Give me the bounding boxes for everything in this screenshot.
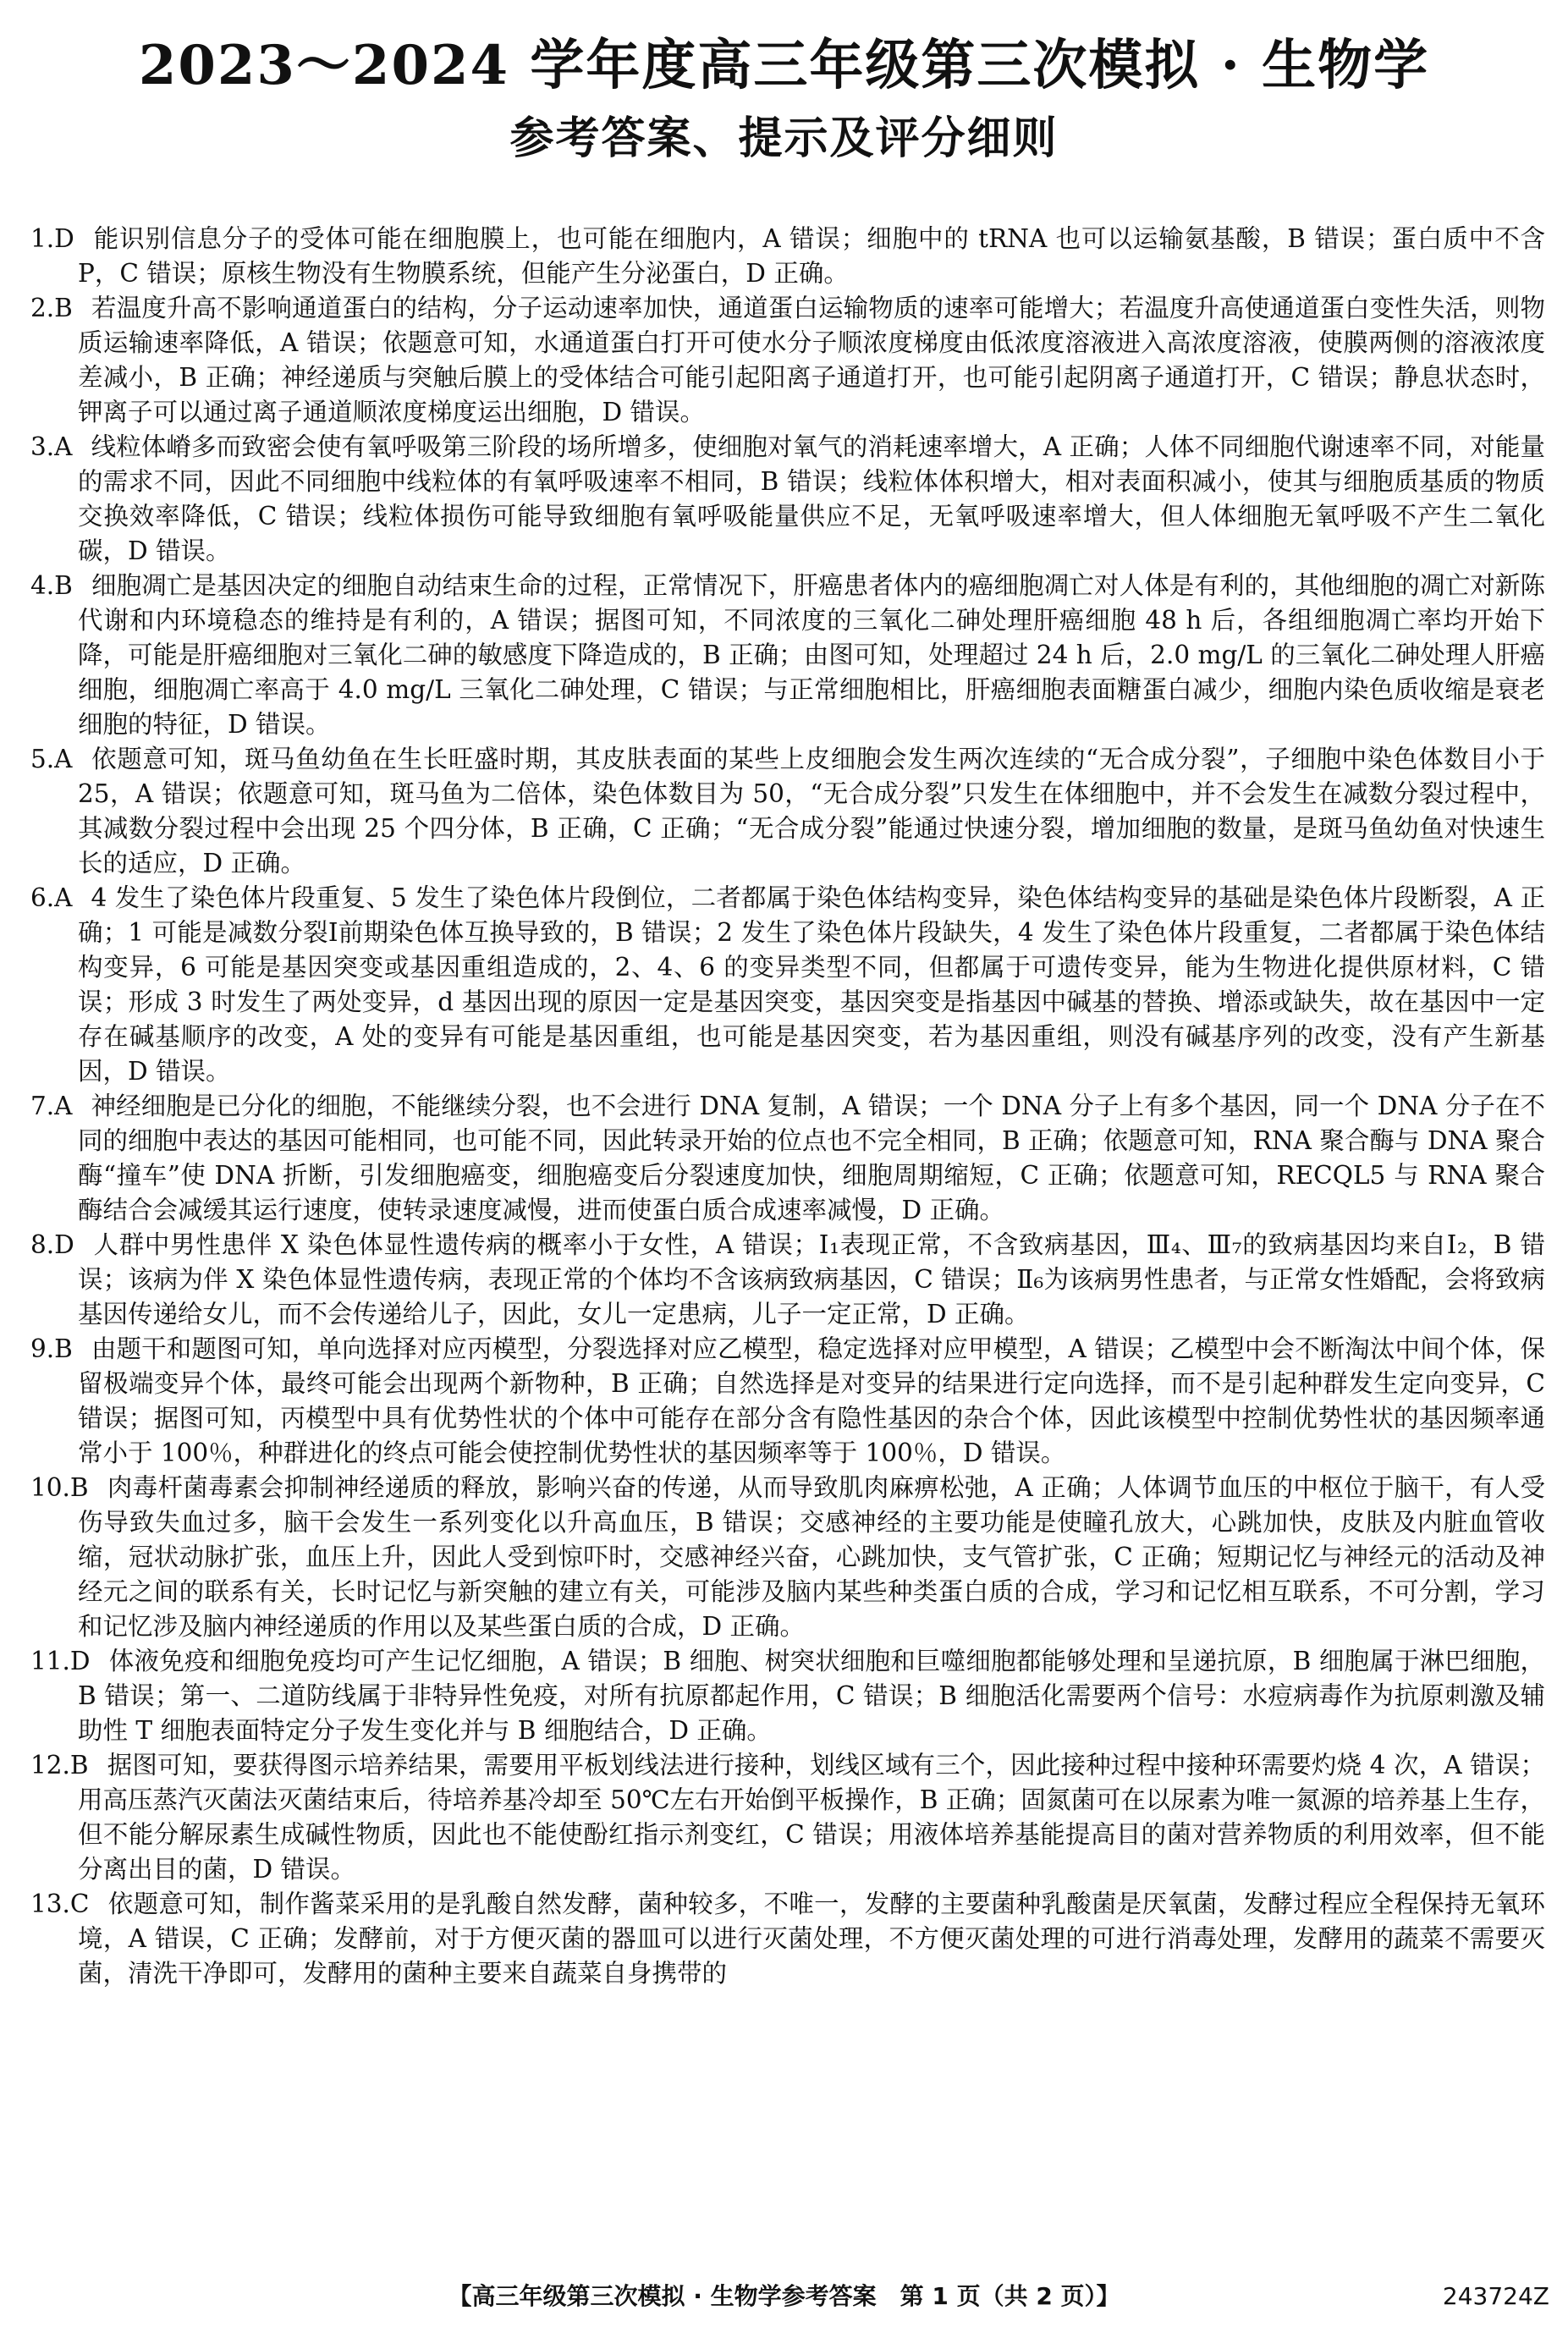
- answer-letter: D: [54, 1230, 74, 1259]
- explanation-text: 细胞凋亡是基因决定的细胞自动结束生命的过程，正常情况下，肝癌患者体内的癌细胞凋亡对人体是有利的，其他细胞的凋亡对新陈代谢和内环境稳态的维持是有利的，A 错误；据图可知，不同浓度的三氧化二砷处理肝癌细胞 48 h 后，各组细胞凋亡率均开始下降，可能是肝癌细胞对三氧化二砷的敏感度下降造成的，B 正确；由图可知，处理超过 24 h 后，2.0 mg/L 的三氧化二砷处理人肝癌细胞，细胞凋亡率高于 4.0 mg/L 三氧化二砷处理，C 错误；与正常细胞相比，肝癌细胞表面糖蛋白减少，细胞内染色质收缩是衰老细胞的特征，D 错误。: [78, 571, 1545, 739]
- answer-item: [30, 1332, 1545, 1471]
- answer-letter: A: [54, 883, 73, 912]
- question-number: 7.: [30, 1092, 55, 1120]
- answer-item: [30, 1089, 1545, 1228]
- answer-item: [30, 569, 1545, 742]
- answer-item: [30, 742, 1545, 881]
- answer-letter: A: [54, 745, 73, 773]
- page-subtitle: 参考答案、提示及评分细则: [509, 113, 1059, 164]
- question-number: 11.: [30, 1647, 70, 1675]
- answer-letter: A: [54, 1092, 73, 1120]
- explanation-text: 线粒体嵴多而致密会使有氧呼吸第三阶段的场所增多，使细胞对氧气的消耗速率增大，A 正确；人体不同细胞代谢速率不同，对能量的需求不同，因此不同细胞中线粒体的有氧呼吸速率不相同，B 错误；线粒体体积增大，相对表面积减小，使其与细胞质基质的物质交换效率降低，C 错误；线粒体损伤可能导致细胞有氧呼吸能量供应不足，无氧呼吸速率增大，但人体细胞无氧呼吸不产生二氧化碳，D 错误。: [78, 432, 1545, 565]
- explanation-text: 依题意可知，斑马鱼幼鱼在生长旺盛时期，其皮肤表面的某些上皮细胞会发生两次连续的“无合成分裂”，子细胞中染色体数目小于 25，A 错误；依题意可知，斑马鱼为二倍体，染色体数目为 50，“无合成分裂”只发生在体细胞中，并不会发生在减数分裂过程中，其减数分裂过程中会出现 25 个四分体，B 正确，C 正确；“无合成分裂”能通过快速分裂，增加细胞的数量，是斑马鱼幼鱼对快速生长的适应，D 正确。: [78, 745, 1545, 877]
- footer-code: 243724Z: [1442, 2282, 1549, 2310]
- question-number: 12.: [30, 1751, 70, 1780]
- explanation-text: 若温度升高不影响通道蛋白的结构，分子运动速率加快，通道蛋白运输物质的速率可能增大；若温度升高使通道蛋白变性失活，则物质运输速率降低，A 错误；依题意可知，水通道蛋白打开可使水分子顺浓度梯度由低浓度溶液进入高浓度溶液，使膜两侧的溶液浓度差减小，B 正确；神经递质与突触后膜上的受体结合可能引起阳离子通道打开，也可能引起阴离子通道打开，C 错误；静息状态时，钾离子可以通过离子通道顺浓度梯度运出细胞，D 错误。: [78, 294, 1545, 426]
- explanation-text: 人群中男性患伴 X 染色体显性遗传病的概率小于女性，A 错误；Ⅰ₁表现正常，不含致病基因，Ⅲ₄、Ⅲ₇的致病基因均来自Ⅰ₂，B 错误；该病为伴 X 染色体显性遗传病，表现正常的个体均不含该病致病基因，C 错误；Ⅱ₆为该病男性患者，与正常女性婚配，会将致病基因传递给女儿，而不会传递给儿子，因此，女儿一定患病，儿子一定正常，D 正确。: [78, 1230, 1545, 1329]
- question-number: 2.: [30, 294, 55, 322]
- explanation-text: 体液免疫和细胞免疫均可产生记忆细胞，A 错误；B 细胞、树突状细胞和巨噬细胞都能够处理和呈递抗原，B 细胞属于淋巴细胞，B 错误；第一、二道防线属于非特异性免疫，对所有抗原都起作用，C 错误；B 细胞活化需要两个信号：水痘病毒作为抗原刺激及辅助性 T 细胞表面特定分子发生变化并与 B 细胞结合，D 正确。: [78, 1647, 1545, 1745]
- question-number: 6.: [30, 883, 55, 912]
- question-number: 13.: [30, 1890, 70, 1918]
- question-number: 3.: [30, 432, 55, 461]
- answer-letter: B: [54, 294, 73, 322]
- answer-item: [30, 881, 1545, 1089]
- explanation-text: 4 发生了染色体片段重复、5 发生了染色体片段倒位，二者都属于染色体结构变异，染色体结构变异的基础是染色体片段断裂，A 正确；1 可能是减数分裂Ⅰ前期染色体互换导致的，B 错误；2 发生了染色体片段缺失，4 发生了染色体片段重复，二者都属于染色体结构变异，6 可能是基因突变或基因重组造成的，2、4、6 的变异类型不同，但都属于可遗传变异，能为生物进化提供原材料，C 错误；形成 3 时发生了两处变异，d 基因出现的原因一定是基因突变，基因突变是指基因中碱基的替换、增添或缺失，故在基因中一定存在碱基顺序的改变，A 处的变异有可能是基因重组，也可能是基因突变，若为基因重组，则没有碱基序列的改变，没有产生新基因，D 错误。: [78, 883, 1545, 1086]
- answer-letter: D: [54, 224, 74, 253]
- explanation-text: 能识别信息分子的受体可能在细胞膜上，也可能在细胞内，A 错误；细胞中的 tRNA 也可以运输氨基酸，B 错误；蛋白质中不含 P，C 错误；原核生物没有生物膜系统，但能产生分泌蛋白，D 正确。: [78, 224, 1545, 288]
- question-number: 5.: [30, 745, 55, 773]
- explanation-text: 据图可知，要获得图示培养结果，需要用平板划线法进行接种，划线区域有三个，因此接种过程中接种环需要灼烧 4 次，A 错误；用高压蒸汽灭菌法灭菌结束后，待培养基冷却至 50℃左右开始倒平板操作，B 正确；固氮菌可在以尿素为唯一氮源的培养基上生存，但不能分解尿素生成碱性物质，因此也不能使酚红指示剂变红，C 错误；用液体培养基能提高目的菌对营养物质的利用效率，但不能分离出目的菌，D 错误。: [78, 1751, 1545, 1884]
- question-number: 10.: [30, 1473, 70, 1502]
- page-title: 2023～2024 学年度高三年级第三次模拟 · 生物学: [138, 34, 1430, 97]
- answer-letter: B: [54, 571, 73, 600]
- footer-page-info: 【高三年级第三次模拟 · 生物学参考答案 第 1 页（共 2 页）】: [448, 2282, 1120, 2310]
- explanation-text: 由题干和题图可知，单向选择对应丙模型，分裂选择对应乙模型，稳定选择对应甲模型，A 错误；乙模型中会不断淘汰中间个体，保留极端变异个体，最终可能会出现两个新物种，B 正确；自然选择是对变异的结果进行定向选择，而不是引起种群发生定向变异，C 错误；据图可知，丙模型中具有优势性状的个体中可能存在部分含有隐性基因的杂合个体，因此该模型中控制优势性状的基因频率通常小于 100％，种群进化的终点可能会使控制优势性状的基因频率等于 100％，D 错误。: [78, 1334, 1545, 1467]
- question-number: 1.: [30, 224, 55, 253]
- page-footer: [0, 2278, 1568, 2315]
- answer-letter: B: [54, 1334, 73, 1363]
- explanation-text: 肉毒杆菌毒素会抑制神经递质的释放，影响兴奋的传递，从而导致肌肉麻痹松弛，A 正确；人体调节血压的中枢位于脑干，有人受伤导致失血过多，脑干会发生一系列变化以升高血压，B 错误；交感神经的主要功能是使瞳孔放大，心跳加快，皮肤及内脏血管收缩，冠状动脉扩张，血压上升，因此人受到惊吓时，交感神经兴奋，心跳加快，支气管扩张，C 正确；短期记忆与神经元的活动及神经元之间的联系有关，长时记忆与新突触的建立有关，可能涉及脑内某些种类蛋白质的合成，学习和记忆相互联系，不可分割，学习和记忆涉及脑内神经递质的作用以及某些蛋白质的合成，D 正确。: [78, 1473, 1545, 1641]
- answer-item: [30, 1228, 1545, 1332]
- answer-item: [30, 291, 1545, 430]
- explanation-text: 依题意可知，制作酱菜采用的是乳酸自然发酵，菌种较多，不唯一，发酵的主要菌种乳酸菌是厌氧菌，发酵过程应全程保持无氧环境，A 错误，C 正确；发酵前，对于方便灭菌的器皿可以进行灭菌处理，不方便灭菌处理的可进行消毒处理，发酵用的蔬菜不需要灭菌，清洗干净即可，发酵用的菌种主要来自蔬菜自身携带的: [78, 1890, 1545, 1988]
- answer-item: [30, 1748, 1545, 1887]
- answer-letter: C: [69, 1890, 90, 1918]
- answer-list: [30, 222, 1545, 2244]
- answer-item: [30, 1471, 1545, 1644]
- answer-letter: B: [69, 1751, 89, 1780]
- question-number: 9.: [30, 1334, 55, 1363]
- answer-item: [30, 430, 1545, 569]
- explanation-text: 神经细胞是已分化的细胞，不能继续分裂，也不会进行 DNA 复制，A 错误；一个 DNA 分子上有多个基因，同一个 DNA 分子在不同的细胞中表达的基因可能相同，也可能不同，因此转录开始的位点也不完全相同，B 正确；依题意可知，RNA 聚合酶与 DNA 聚合酶“撞车”使 DNA 折断，引发细胞癌变，细胞癌变后分裂速度加快，细胞周期缩短，C 正确；依题意可知，RECQL5 与 RNA 聚合酶结合会减缓其运行速度，使转录速度减慢，进而使蛋白质合成速率减慢，D 正确。: [78, 1092, 1545, 1224]
- question-number: 8.: [30, 1230, 55, 1259]
- question-number: 4.: [30, 571, 55, 600]
- answer-letter: B: [69, 1473, 89, 1502]
- answer-letter: A: [54, 432, 73, 461]
- answer-item: [30, 1644, 1545, 1748]
- answer-item: [30, 222, 1545, 291]
- answer-letter: D: [69, 1647, 91, 1675]
- answer-item: [30, 1887, 1545, 1991]
